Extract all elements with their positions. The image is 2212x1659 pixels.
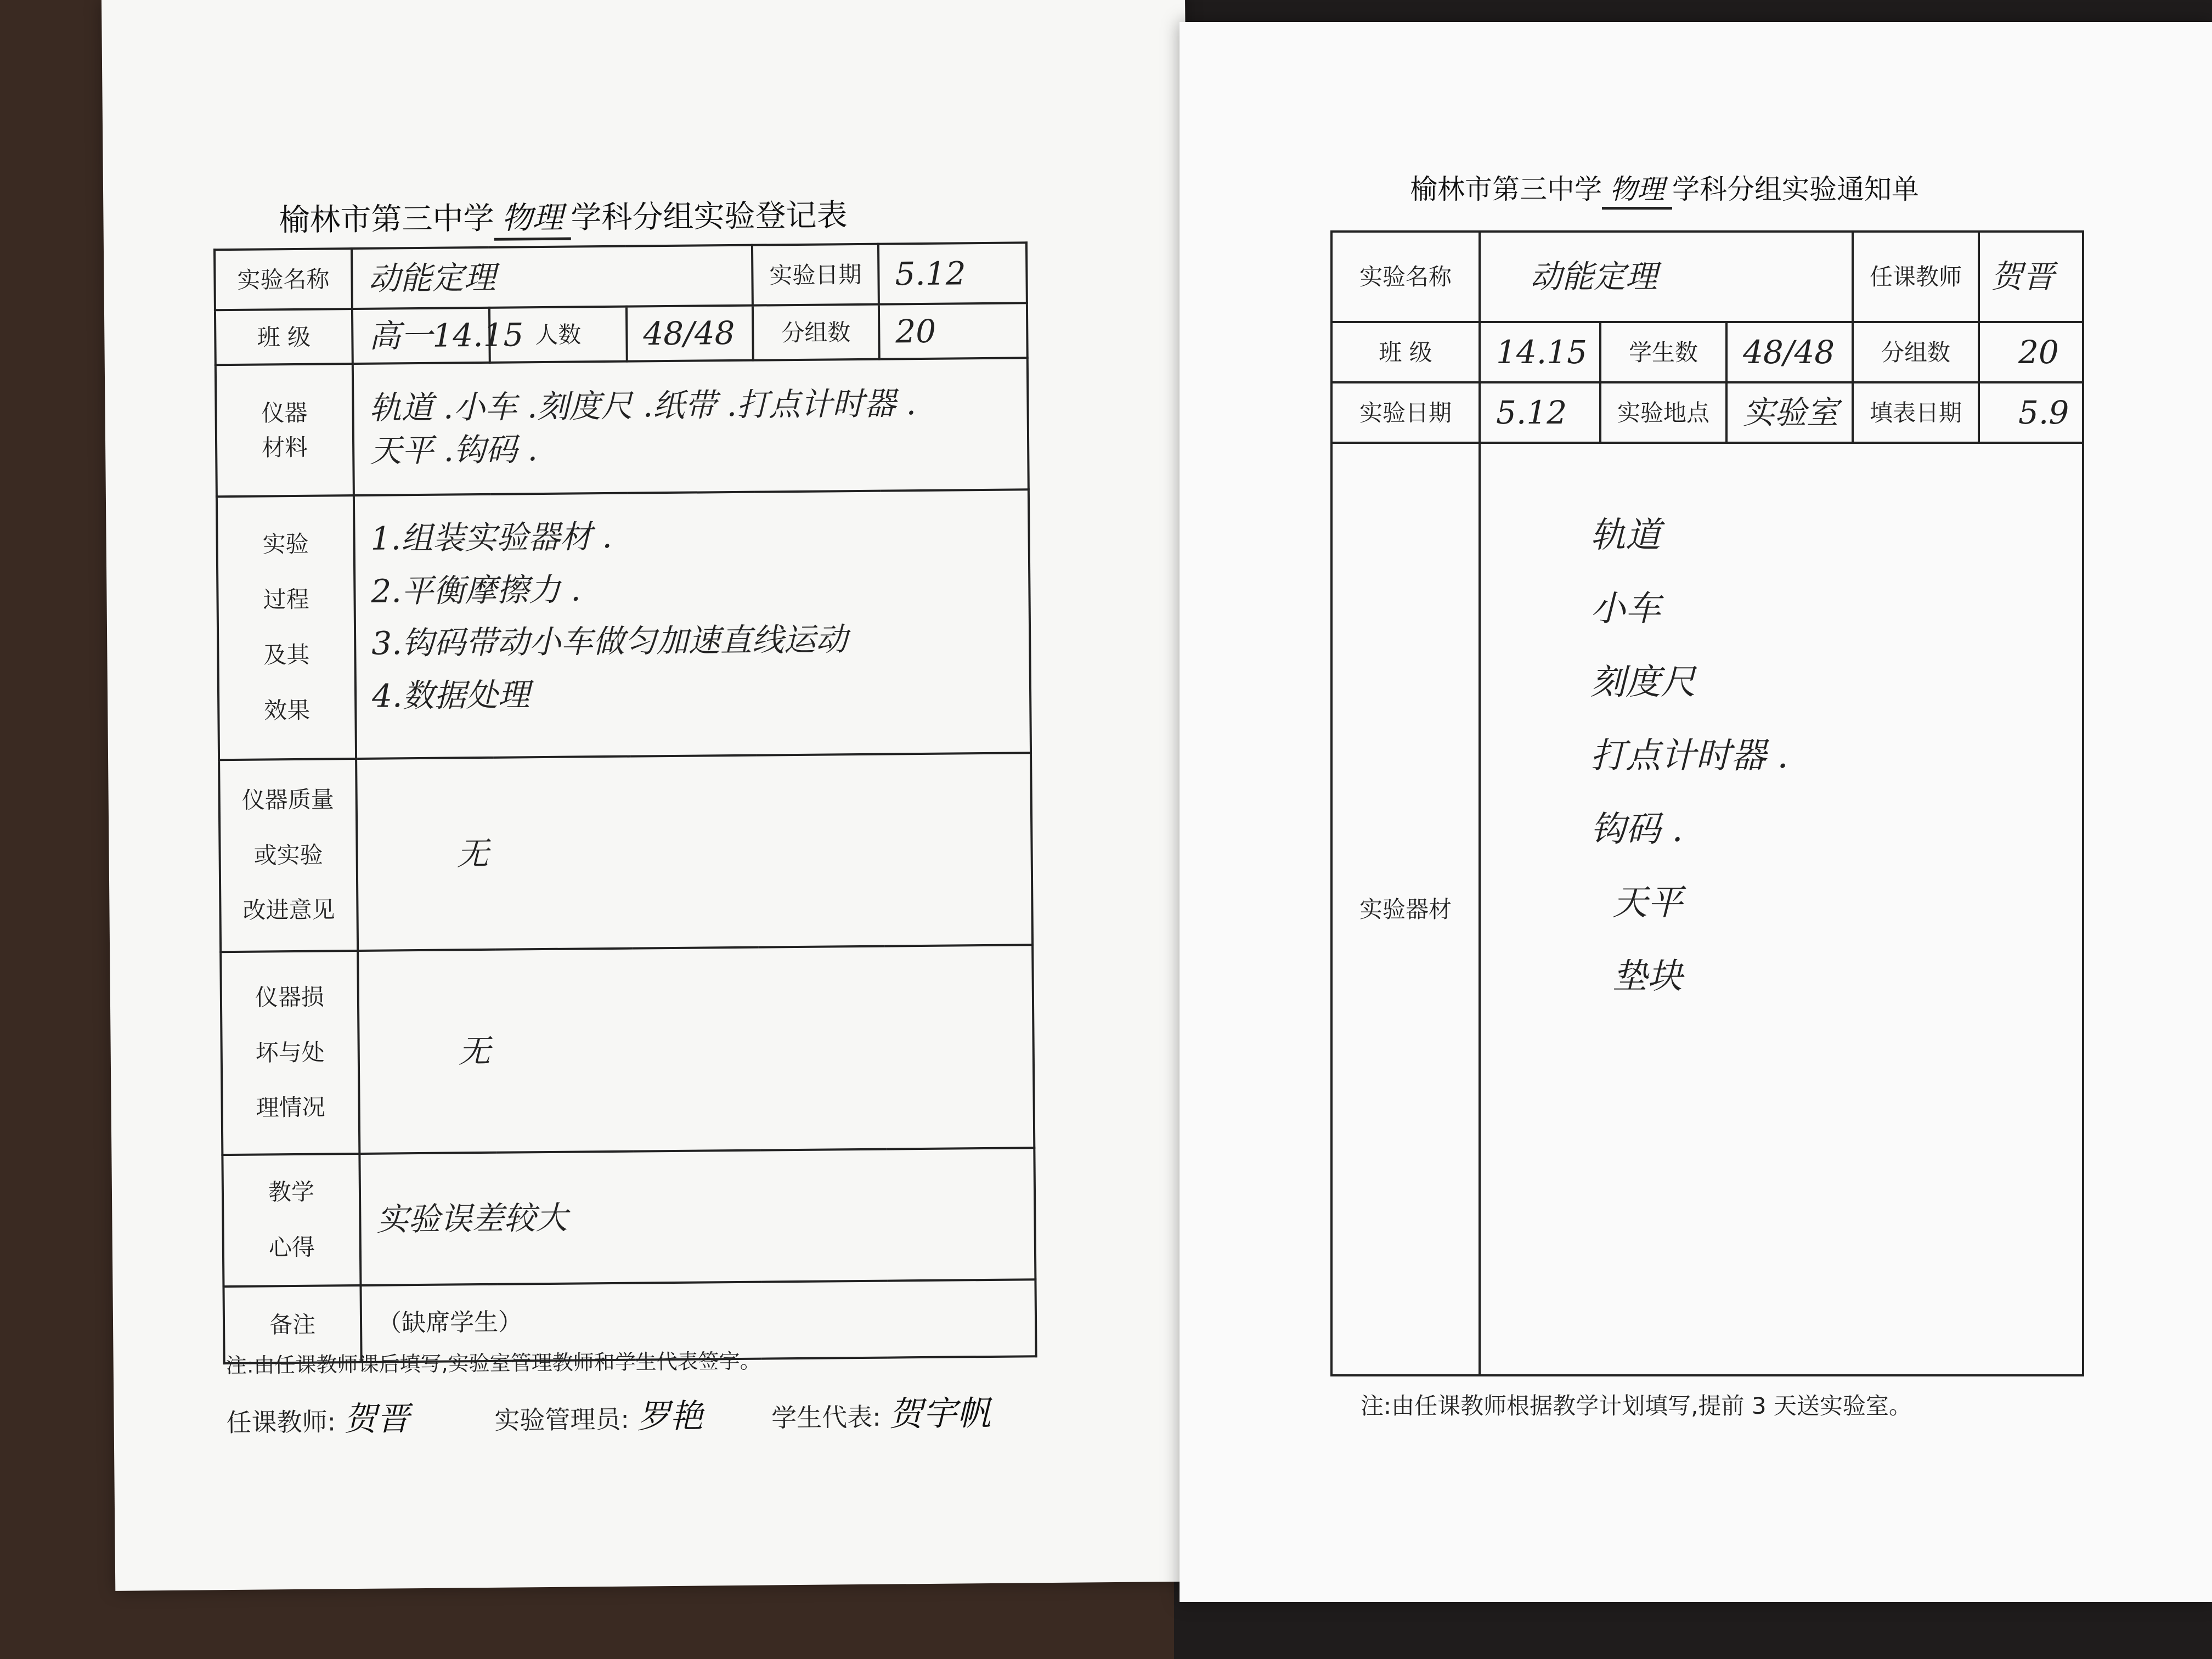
value-experiment-date: 5.12 (878, 242, 1027, 304)
label-experiment-date: 实验日期 (752, 244, 879, 306)
registration-form-note: 注:由任课教师课后填写,实验室管理教师和学生代表签字。 (225, 1348, 761, 1378)
equipment-item: 打点计时器 . (1590, 736, 1788, 776)
title-suffix: 学科分组实验通知单 (1672, 173, 1919, 205)
student-signature-label: 学生代表: (771, 1402, 881, 1433)
label-fill-date: 填表日期 (1853, 382, 1979, 443)
equipment-item: 钩码 . (1590, 809, 1683, 850)
label-damage-line: 坏与处 (255, 1039, 325, 1066)
value-class: 14.15 (1480, 322, 1600, 382)
equipment-item: 小车 (1590, 589, 1661, 629)
registration-form-title (279, 191, 848, 242)
equipment-item: 轨道 (1590, 515, 1661, 556)
title-prefix: 榆林市第三中学 (279, 200, 494, 239)
value-remarks: （缺席学生） (360, 1279, 1036, 1362)
label-experiment-name: 实验名称 (1331, 232, 1480, 322)
value-fill-date: 5.9 (1979, 382, 2083, 443)
row-reflection (222, 1148, 1035, 1286)
signature-row (226, 1386, 991, 1441)
label-quality-line: 仪器质量 (241, 786, 334, 814)
registration-form-sheet (101, 0, 1199, 1591)
value-group-count: 20 (879, 303, 1028, 359)
label-experiment-date: 实验日期 (1331, 382, 1480, 443)
notification-form-sheet (1180, 22, 2212, 1602)
label-group-count: 分组数 (753, 304, 879, 360)
row-equipment (1331, 443, 2083, 1375)
title-subject: 物理 (1602, 167, 1672, 210)
title-suffix: 学科分组实验登记表 (571, 198, 848, 236)
label-damage-line: 仪器损 (255, 983, 325, 1011)
row-dates (1331, 382, 2083, 443)
label-quality (219, 759, 358, 952)
notification-table (1330, 230, 2084, 1376)
label-process-line: 及其 (263, 641, 310, 669)
row-experiment-name (215, 242, 1027, 310)
label-headcount: 人数 (489, 307, 627, 363)
process-step: 3.钩码带动小车做匀加速直线运动 (371, 620, 848, 663)
value-location: 实验室 (1726, 382, 1853, 443)
label-equipment-line: 仪器 (261, 399, 308, 427)
admin-signature: 罗艳 (637, 1397, 703, 1436)
value-experiment-date: 5.12 (1480, 382, 1600, 443)
label-remarks: 备注 (223, 1285, 361, 1363)
value-experiment-name: 动能定理 (352, 245, 753, 309)
label-process (217, 495, 356, 760)
equipment-item: 天平 (1612, 883, 1683, 923)
value-class: 高一14.15 (352, 308, 490, 364)
equipment-item: 刻度尺 (1590, 662, 1696, 703)
label-equipment-line: 材料 (261, 433, 308, 461)
label-class: 班 级 (215, 309, 353, 365)
equipment-line: 天平 .钩码 . (369, 431, 538, 470)
label-process-line: 效果 (264, 696, 311, 724)
value-experiment-name: 动能定理 (1480, 232, 1853, 322)
label-class: 班 级 (1331, 322, 1480, 382)
admin-signature-label: 实验管理员: (494, 1404, 630, 1435)
process-step: 2.平衡摩擦力 . (371, 571, 581, 610)
equipment-line: 轨道 .小车 .刻度尺 .纸带 .打点计时器 . (369, 384, 917, 427)
label-reflection-line: 心得 (268, 1233, 315, 1261)
process-step: 4.数据处理 (371, 676, 530, 715)
label-quality-line: 或实验 (253, 841, 323, 869)
process-step: 1.组装实验器材 . (370, 517, 613, 557)
label-equipment: 实验器材 (1331, 443, 1480, 1375)
value-students: 48/48 (1726, 322, 1853, 382)
title-prefix: 榆林市第三中学 (1410, 173, 1602, 205)
value-headcount: 48/48 (627, 306, 753, 362)
value-quality: 无 (356, 753, 1032, 951)
label-group-count: 分组数 (1853, 322, 1979, 382)
notification-form-title (1410, 167, 1919, 210)
label-damage (221, 951, 359, 1155)
row-class (215, 303, 1028, 365)
row-quality (219, 753, 1032, 952)
value-teacher: 贺晋 (1979, 232, 2083, 322)
row-equipment (216, 358, 1029, 496)
teacher-signature-label: 任课教师: (226, 1407, 336, 1438)
label-process-line: 实验 (262, 531, 309, 558)
title-subject: 物理 (494, 194, 571, 241)
label-quality-line: 改进意见 (242, 896, 335, 924)
value-equipment (353, 358, 1029, 495)
registration-table (213, 241, 1037, 1364)
label-damage-line: 理情况 (256, 1093, 325, 1122)
row-experiment-name (1331, 232, 2083, 322)
value-reflection: 实验误差较大 (359, 1148, 1035, 1285)
row-damage (221, 945, 1034, 1155)
label-location: 实验地点 (1600, 382, 1726, 443)
label-reflection (222, 1154, 360, 1286)
notification-form-note: 注:由任课教师根据教学计划填写,提前 3 天送实验室。 (1361, 1392, 1912, 1419)
label-reflection-line: 教学 (268, 1178, 315, 1206)
label-experiment-name: 实验名称 (215, 249, 352, 310)
row-class (1331, 322, 2083, 382)
equipment-item: 垫块 (1612, 956, 1683, 997)
value-equipment (1480, 443, 2083, 1375)
label-process-line: 过程 (263, 585, 309, 613)
label-students: 学生数 (1600, 322, 1726, 382)
value-process (354, 489, 1031, 759)
row-process (217, 489, 1031, 760)
value-group-count: 20 (1979, 322, 2083, 382)
student-signature: 贺宇帆 (888, 1392, 991, 1434)
label-teacher: 任课教师 (1853, 232, 1979, 322)
label-equipment (216, 364, 354, 496)
teacher-signature: 贺晋 (343, 1400, 410, 1439)
value-damage: 无 (358, 945, 1034, 1154)
